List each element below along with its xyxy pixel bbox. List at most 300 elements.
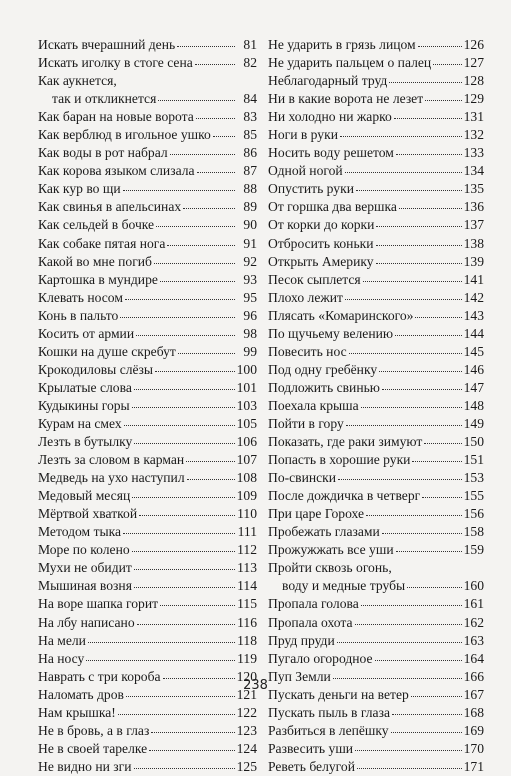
entry-title: Пройти сквозь огонь, xyxy=(268,560,392,576)
index-entry xyxy=(38,595,257,613)
entry-title: Неблагодарный труд xyxy=(268,73,388,89)
dot-leader xyxy=(154,263,235,264)
dot-leader xyxy=(396,154,462,155)
entry-title: Отбросить коньки xyxy=(268,235,374,251)
entry-page-number: 82 xyxy=(243,55,257,71)
dot-leader xyxy=(195,64,235,65)
index-entry xyxy=(38,541,257,559)
entry-title: Методом тыка xyxy=(38,524,122,540)
index-column-right xyxy=(268,36,484,776)
index-entry xyxy=(38,325,257,343)
entry-page-number: 109 xyxy=(236,488,257,504)
entry-page-number: 168 xyxy=(463,704,484,720)
index-entry xyxy=(38,253,257,271)
index-entry xyxy=(268,253,484,271)
dot-leader xyxy=(375,660,462,661)
entry-title: Мухи не обидит xyxy=(38,560,132,576)
dot-leader xyxy=(357,768,462,769)
dot-leader xyxy=(425,100,461,101)
entry-title: Открыть Америку xyxy=(268,253,374,269)
index-entry xyxy=(38,198,257,216)
index-entry xyxy=(268,144,484,162)
dot-leader xyxy=(376,245,462,246)
index-entry xyxy=(38,307,257,325)
entry-page-number: 92 xyxy=(243,253,257,269)
index-entry xyxy=(268,740,484,758)
entry-page-number: 127 xyxy=(463,55,484,71)
dot-leader xyxy=(167,245,235,246)
entry-page-number: 149 xyxy=(463,415,484,431)
index-entry xyxy=(38,722,257,740)
entry-page-number: 137 xyxy=(463,217,484,233)
entry-page-number: 151 xyxy=(463,452,484,468)
dot-leader xyxy=(155,371,235,372)
index-entry xyxy=(38,433,257,451)
index-entry xyxy=(268,758,484,776)
index-entry xyxy=(268,559,484,577)
entry-title: Как верблюд в игольное ушко xyxy=(38,127,211,143)
entry-page-number: 143 xyxy=(463,307,484,323)
dot-leader xyxy=(395,335,462,336)
entry-title: После дождичка в четверг xyxy=(268,488,421,504)
index-entry xyxy=(268,614,484,632)
entry-title: Какой во мне погиб xyxy=(38,253,152,269)
dot-leader xyxy=(415,317,461,318)
entry-title: Пропала охота xyxy=(268,614,353,630)
entry-page-number: 110 xyxy=(237,506,257,522)
entry-page-number: 145 xyxy=(463,343,484,359)
entry-title: При царе Горохе xyxy=(268,506,365,522)
entry-title: Лезть за словом в карман xyxy=(38,452,185,468)
dot-leader xyxy=(86,660,235,661)
dot-leader xyxy=(170,154,235,155)
dot-leader xyxy=(134,768,235,769)
entry-page-number: 170 xyxy=(463,740,484,756)
dot-leader xyxy=(118,714,235,715)
entry-title: Не в своей тарелке xyxy=(38,740,148,756)
dot-leader xyxy=(392,714,462,715)
page-number: 238 xyxy=(243,678,268,693)
dot-leader xyxy=(178,353,235,354)
entry-page-number: 88 xyxy=(243,181,257,197)
index-entry xyxy=(268,650,484,668)
entry-title: Кудыкины горы xyxy=(38,397,130,413)
entry-page-number: 99 xyxy=(243,343,257,359)
entry-page-number: 115 xyxy=(237,596,257,612)
entry-title: Картошка в мундире xyxy=(38,271,158,287)
dot-leader xyxy=(418,46,462,47)
entry-title: Плясать «Комаринского» xyxy=(268,307,414,323)
entry-title: Носить воду решетом xyxy=(268,145,394,161)
entry-title: Не ударить пальцем о палец xyxy=(268,55,432,71)
dot-leader xyxy=(345,172,462,173)
entry-page-number: 90 xyxy=(243,217,257,233)
index-entry xyxy=(268,541,484,559)
entry-title: Как воды в рот набрал xyxy=(38,145,168,161)
entry-page-number: 83 xyxy=(243,109,257,125)
entry-title: Конь в пальто xyxy=(38,307,119,323)
entry-page-number: 155 xyxy=(463,488,484,504)
entry-title: Одной ногой xyxy=(268,163,343,179)
entry-page-number: 136 xyxy=(463,199,484,215)
index-entry xyxy=(268,523,484,541)
entry-title: Крокодиловы слёзы xyxy=(38,361,154,377)
entry-title: По щучьему велению xyxy=(268,325,394,341)
dot-leader xyxy=(356,190,462,191)
dot-leader xyxy=(126,696,235,697)
index-entry xyxy=(38,740,257,758)
entry-title: По-свински xyxy=(268,470,337,486)
index-entry xyxy=(38,397,257,415)
index-entry xyxy=(268,271,484,289)
index-entry xyxy=(38,126,257,144)
dot-leader xyxy=(139,515,235,516)
index-entry xyxy=(38,90,257,108)
entry-title: Ноги в руки xyxy=(268,127,338,143)
index-entry xyxy=(268,722,484,740)
index-entry xyxy=(38,235,257,253)
dot-leader xyxy=(177,46,235,47)
dot-leader xyxy=(160,281,235,282)
index-entry xyxy=(268,397,484,415)
entry-title: Плохо лежит xyxy=(268,289,343,305)
entry-page-number: 106 xyxy=(236,434,257,450)
index-entry xyxy=(268,415,484,433)
index-entry xyxy=(38,650,257,668)
index-entry xyxy=(268,198,484,216)
index-entry xyxy=(38,469,257,487)
entry-page-number: 122 xyxy=(236,704,257,720)
index-entry xyxy=(38,379,257,397)
dot-leader xyxy=(160,605,235,606)
entry-page-number: 169 xyxy=(463,722,484,738)
dot-leader xyxy=(151,732,234,733)
dot-leader xyxy=(391,732,462,733)
index-entry xyxy=(268,307,484,325)
entry-title: От горшка два вершка xyxy=(268,199,397,215)
index-entry xyxy=(268,325,484,343)
entry-page-number: 93 xyxy=(243,271,257,287)
entry-title: Пуп Земли xyxy=(268,668,331,684)
entry-title: Крылатые слова xyxy=(38,379,132,395)
index-entry xyxy=(38,361,257,379)
entry-title: Мышиная возня xyxy=(38,578,132,594)
index-entry xyxy=(268,433,484,451)
entry-title: Реветь белугой xyxy=(268,758,355,774)
entry-page-number: 103 xyxy=(236,397,257,413)
entry-title: От корки до корки xyxy=(268,217,375,233)
index-entry xyxy=(38,632,257,650)
entry-title: Песок сыплется xyxy=(268,271,361,287)
dot-leader xyxy=(123,533,235,534)
index-entry xyxy=(38,108,257,126)
entry-page-number: 129 xyxy=(463,91,484,107)
index-entry xyxy=(268,216,484,234)
index-entry xyxy=(38,523,257,541)
entry-title: Ни в какие ворота не лезет xyxy=(268,91,424,107)
dot-leader xyxy=(389,82,461,83)
dot-leader xyxy=(412,461,461,462)
index-entry xyxy=(268,108,484,126)
entry-page-number: 85 xyxy=(243,127,257,143)
entry-page-number: 142 xyxy=(463,289,484,305)
entry-title: воду и медные трубы xyxy=(282,578,406,594)
entry-title: Мёртвой хваткой xyxy=(38,506,138,522)
entry-page-number: 101 xyxy=(236,379,257,395)
dot-leader xyxy=(396,551,462,552)
dot-leader xyxy=(361,605,462,606)
entry-page-number: 163 xyxy=(463,632,484,648)
entry-page-number: 159 xyxy=(463,542,484,558)
dot-leader xyxy=(123,190,235,191)
entry-title: Как баран на новые ворота xyxy=(38,109,194,125)
entry-title: Пробежать глазами xyxy=(268,524,380,540)
entry-title: Подложить свинью xyxy=(268,379,380,395)
index-entry xyxy=(38,72,257,90)
entry-page-number: 144 xyxy=(463,325,484,341)
entry-title: Как сельдей в бочке xyxy=(38,217,155,233)
index-entry xyxy=(268,505,484,523)
entry-page-number: 134 xyxy=(463,163,484,179)
entry-title: На носу xyxy=(38,650,85,666)
entry-title: Как кур во щи xyxy=(38,181,121,197)
dot-leader xyxy=(340,136,462,137)
dot-leader xyxy=(379,371,461,372)
entry-title: Под одну гребёнку xyxy=(268,361,378,377)
dot-leader xyxy=(137,624,235,625)
entry-title: На воре шапка горит xyxy=(38,596,159,612)
dot-leader xyxy=(376,226,461,227)
entry-page-number: 118 xyxy=(237,632,257,648)
entry-title: Медовый месяц xyxy=(38,488,131,504)
dot-leader xyxy=(355,750,462,751)
entry-page-number: 148 xyxy=(463,397,484,413)
entry-title: Медведь на ухо наступил xyxy=(38,470,185,486)
entry-title: Поехала крыша xyxy=(268,397,359,413)
entry-page-number: 116 xyxy=(237,614,257,630)
dot-leader xyxy=(132,497,234,498)
entry-page-number: 128 xyxy=(463,73,484,89)
index-entry xyxy=(268,595,484,613)
dot-leader xyxy=(132,407,235,408)
dot-leader xyxy=(355,624,462,625)
index-entry xyxy=(38,415,257,433)
index-entry xyxy=(38,216,257,234)
dot-leader xyxy=(213,136,235,137)
dot-leader xyxy=(134,569,235,570)
dot-leader xyxy=(411,696,462,697)
entry-page-number: 87 xyxy=(243,163,257,179)
index-entry xyxy=(268,451,484,469)
index-entry xyxy=(268,36,484,54)
entry-page-number: 86 xyxy=(243,145,257,161)
entry-page-number: 156 xyxy=(463,506,484,522)
entry-page-number: 141 xyxy=(463,271,484,287)
dot-leader xyxy=(338,479,462,480)
entry-title: Пускать пыль в глаза xyxy=(268,704,390,720)
dot-leader xyxy=(422,497,461,498)
entry-title: Пропала голова xyxy=(268,596,359,612)
entry-title: Пруд пруди xyxy=(268,632,335,648)
entry-page-number: 147 xyxy=(463,379,484,395)
entry-page-number: 95 xyxy=(243,289,257,305)
dot-leader xyxy=(120,317,235,318)
entry-page-number: 138 xyxy=(463,235,484,251)
index-entry xyxy=(38,54,257,72)
index-entry xyxy=(268,632,484,650)
entry-title: Ни холодно ни жарко xyxy=(268,109,392,125)
index-entry xyxy=(38,451,257,469)
entry-title: Опустить руки xyxy=(268,181,354,197)
entry-page-number: 166 xyxy=(463,668,484,684)
index-entry xyxy=(268,235,484,253)
entry-page-number: 100 xyxy=(236,361,257,377)
index-entry xyxy=(268,54,484,72)
dot-leader xyxy=(407,587,461,588)
entry-title: Лезть в бутылку xyxy=(38,434,133,450)
entry-page-number: 124 xyxy=(236,740,257,756)
dot-leader xyxy=(149,750,234,751)
index-entry xyxy=(38,487,257,505)
entry-page-number: 123 xyxy=(236,722,257,738)
entry-page-number: 121 xyxy=(236,686,257,702)
entry-page-number: 113 xyxy=(237,560,257,576)
dot-leader xyxy=(136,335,235,336)
entry-page-number: 114 xyxy=(237,578,257,594)
dot-leader xyxy=(134,443,234,444)
entry-page-number: 89 xyxy=(243,199,257,215)
entry-page-number: 105 xyxy=(236,415,257,431)
entry-page-number: 161 xyxy=(463,596,484,612)
entry-title: Попасть в хорошие руки xyxy=(268,452,411,468)
dot-leader xyxy=(382,533,462,534)
entry-page-number: 96 xyxy=(243,307,257,323)
entry-title: Не видно ни зги xyxy=(38,758,132,774)
entry-title: На мели xyxy=(38,632,86,648)
entry-page-number: 139 xyxy=(463,253,484,269)
index-entry xyxy=(268,289,484,307)
dot-leader xyxy=(382,389,462,390)
dot-leader xyxy=(376,263,462,264)
entry-page-number: 162 xyxy=(463,614,484,630)
index-entry xyxy=(38,271,257,289)
index-entry xyxy=(268,361,484,379)
entry-page-number: 164 xyxy=(463,650,484,666)
index-entry xyxy=(268,90,484,108)
dot-leader xyxy=(433,64,461,65)
index-entry xyxy=(268,343,484,361)
entry-page-number: 108 xyxy=(236,470,257,486)
entry-title: Как свинья в апельсинах xyxy=(38,199,182,215)
dot-leader xyxy=(345,299,462,300)
index-column-left xyxy=(38,36,257,776)
index-entry xyxy=(268,379,484,397)
entry-page-number: 133 xyxy=(463,145,484,161)
dot-leader xyxy=(134,587,235,588)
entry-page-number: 167 xyxy=(463,686,484,702)
entry-title: Пугало огородное xyxy=(268,650,373,666)
entry-title: Не в бровь, а в глаз xyxy=(38,722,150,738)
index-entry xyxy=(268,180,484,198)
entry-title: Наломать дров xyxy=(38,686,124,702)
entry-title: Искать иголку в стоге сена xyxy=(38,55,193,71)
entry-title: Прожужжать все уши xyxy=(268,542,394,558)
entry-title: Клевать носом xyxy=(38,289,123,305)
entry-page-number: 111 xyxy=(237,524,257,540)
entry-page-number: 126 xyxy=(463,37,484,52)
index-entry xyxy=(268,469,484,487)
dot-leader xyxy=(183,208,235,209)
index-entry xyxy=(38,704,257,722)
index-entry xyxy=(268,162,484,180)
index-entry xyxy=(38,180,257,198)
entry-title: Курам на смех xyxy=(38,415,122,431)
index-entry xyxy=(38,144,257,162)
entry-title: Косить от армии xyxy=(38,325,135,341)
dot-leader xyxy=(361,407,462,408)
entry-title: Наврать с три короба xyxy=(38,668,161,684)
entry-page-number: 171 xyxy=(463,758,484,774)
index-entry xyxy=(268,704,484,722)
dot-leader xyxy=(132,551,235,552)
index-entry xyxy=(38,505,257,523)
entry-page-number: 98 xyxy=(243,325,257,341)
dot-leader xyxy=(187,479,235,480)
index-entry xyxy=(38,614,257,632)
entry-title: Как собаке пятая нога xyxy=(38,235,166,251)
dot-leader xyxy=(197,172,235,173)
entry-title: Разбиться в лепёшку xyxy=(268,722,389,738)
dot-leader xyxy=(124,425,235,426)
dot-leader xyxy=(134,389,235,390)
entry-page-number: 158 xyxy=(463,524,484,540)
entry-page-number: 112 xyxy=(237,542,257,558)
entry-title: Не ударить в грязь лицом xyxy=(268,37,416,52)
index-entry xyxy=(38,289,257,307)
dot-leader xyxy=(366,515,462,516)
dot-leader xyxy=(394,118,462,119)
entry-page-number: 153 xyxy=(463,470,484,486)
dot-leader xyxy=(156,226,235,227)
entry-page-number: 119 xyxy=(237,650,257,666)
dot-leader xyxy=(125,299,235,300)
entry-title: Развесить уши xyxy=(268,740,354,756)
entry-page-number: 84 xyxy=(243,91,257,107)
entry-title: так и откликнется xyxy=(52,91,157,107)
entry-title: Пойти в гору xyxy=(268,415,344,431)
index-entry xyxy=(38,559,257,577)
dot-leader xyxy=(399,208,462,209)
dot-leader xyxy=(337,642,462,643)
dot-leader xyxy=(349,353,462,354)
dot-leader xyxy=(346,425,462,426)
entry-page-number: 81 xyxy=(243,37,257,52)
entry-page-number: 120 xyxy=(236,668,257,684)
dot-leader xyxy=(363,281,462,282)
index-entry xyxy=(38,36,257,54)
entry-page-number: 160 xyxy=(463,578,484,594)
index-entry xyxy=(38,162,257,180)
dot-leader xyxy=(196,118,235,119)
dot-leader xyxy=(186,461,234,462)
entry-page-number: 150 xyxy=(463,434,484,450)
entry-title: Пускать деньги на ветер xyxy=(268,686,409,702)
index-entry xyxy=(38,758,257,776)
entry-title: Повесить нос xyxy=(268,343,347,359)
entry-page-number: 132 xyxy=(463,127,484,143)
entry-page-number: 125 xyxy=(236,758,257,774)
entry-title: На лбу написано xyxy=(38,614,135,630)
